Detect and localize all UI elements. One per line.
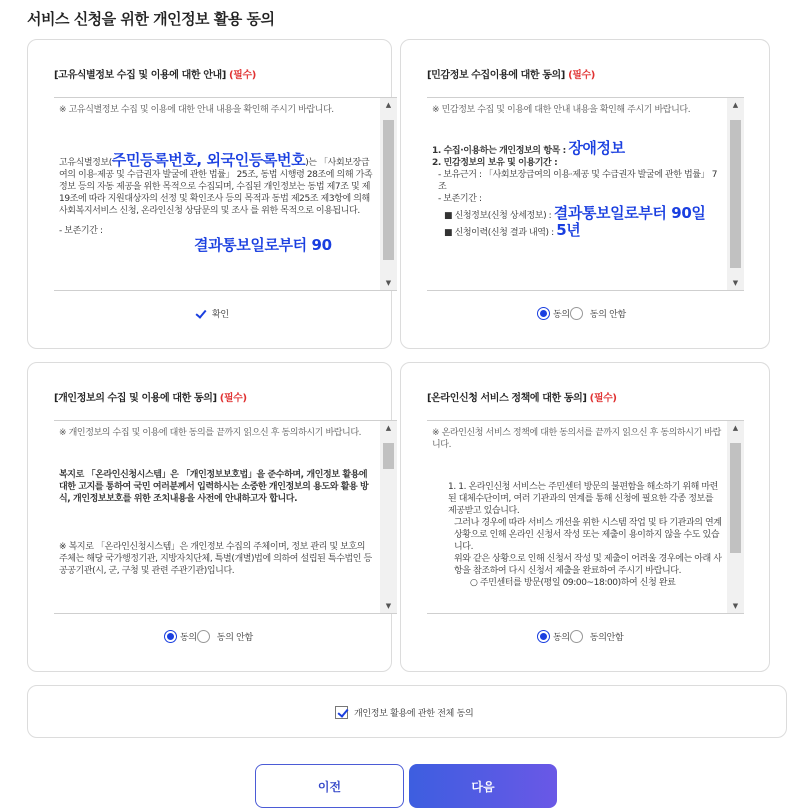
online-radio-group bbox=[537, 630, 623, 643]
online-content bbox=[432, 427, 722, 613]
notice-text: ※ 민감정보 수집 및 이용에 대한 안내 내용을 확인해 주시기 바랍니다. bbox=[432, 105, 691, 115]
unique-id-title-text: [고유식별정보 수집 및 이용에 대한 안내] bbox=[54, 70, 226, 81]
online-bullet: ○ 주민센터를 방문(평일 09:00~18:00)하여 신청 완료 bbox=[470, 578, 676, 588]
scrollbar-thumb[interactable] bbox=[383, 120, 394, 260]
prev-button[interactable]: 이전 bbox=[255, 764, 404, 808]
sensitive-title bbox=[427, 66, 595, 81]
scroll-down-icon[interactable]: ▼ bbox=[385, 279, 392, 287]
online-item: 1. 1. 온라인신청 서비스는 주민센터 방문의 불편함을 해소하기 위해 마련된 대체수단이며, 여러 기관과의 연계를 통해 신청에 필요한 각종 정보를 제공받고 있습니다. 그러나 경우에 따라 서비스 개선을 위한 시스템 작업 및 타 기관과의 연계 상황으로 인해 온라인 신청서 작성 또는 제출이 용이하지 않을 수도 있습니다. 위와 같은 상황으로 인해 신청서 작성 및 제출이 어려울 경우에는 아래 사항을 참조하여 다시 신청서 제출을 완료하여 주시기 바랍니다. ○ 주민센터를 방문(평일 09:00~18:00)하여 신청 완료 bbox=[448, 482, 722, 588]
scroll-up-icon[interactable]: ▲ bbox=[732, 424, 739, 432]
scrollbar[interactable] bbox=[380, 421, 397, 613]
scrollbar-thumb[interactable] bbox=[730, 120, 741, 268]
online-title bbox=[427, 389, 617, 404]
check-icon bbox=[195, 308, 207, 320]
next-button[interactable]: 다음 bbox=[409, 764, 557, 808]
sensitive-title-text: [민감정보 수집이용에 대한 동의] bbox=[427, 70, 565, 81]
agree-radio[interactable] bbox=[164, 630, 177, 643]
notice-text: ※ 개인정보의 수집 및 이용에 대한 동의를 끝까지 읽으신 후 동의하시기 바랍니다. bbox=[59, 428, 362, 438]
agree-label: 동의 bbox=[553, 310, 570, 320]
required-badge: (필수) bbox=[219, 393, 247, 404]
basis-line: - 보유근거 : 「사회보장급여의 이용·제공 및 수급권자 발굴에 관한 법률」 7조 bbox=[438, 170, 718, 192]
unique-id-card bbox=[27, 39, 392, 349]
required-badge: (필수) bbox=[589, 393, 617, 404]
unique-id-content bbox=[59, 104, 375, 290]
all-agree-label: 개인정보 활용에 관한 전체 동의 bbox=[354, 709, 474, 719]
online-title-text: [온라인신청 서비스 정책에 대한 동의] bbox=[427, 393, 587, 404]
sensitive-card bbox=[400, 39, 770, 349]
all-agree-box bbox=[27, 685, 787, 738]
disagree-radio[interactable] bbox=[197, 630, 210, 643]
required-badge: (필수) bbox=[229, 70, 256, 81]
personal-para2: ※ 복지로 「온라인신청시스템」은 개인정보 수집의 주체이며, 정보 관리 및 보호의 주체는 해당 국가행정기관, 지방자치단체, 특별(개별)법에 의하여 설립된 특수법인 등 공공기관(시, 군, 구청 및 관련 주관기관)입니다. bbox=[59, 542, 372, 576]
item2-line: 2. 민감정보의 보유 및 이용기간 : bbox=[432, 158, 558, 168]
required-badge: (필수) bbox=[568, 70, 595, 81]
scroll-down-icon[interactable]: ▼ bbox=[732, 602, 739, 610]
unique-id-body: 고유식별정보(주민등록번호, 외국인등록번호)는 「사회보장급여의 이용·제공 및 수급권자 발굴에 관한 법률」 25조, 동법 시행령 28조에 의해 가족정보 등의 자동 제공을 위한 목적으로 수집되며, 수집된 개인정보는 동법 제7조 및 제19조에 따라 지원대상자의 선정 및 확인조사 등의 목적과 동법 제25조 제3항에 의해 사회복지서비스 신청, 온라인신청 상담문의 및 조사 를 위한 목적으로 이용됩니다. bbox=[59, 151, 373, 216]
unique-id-title bbox=[54, 66, 256, 81]
sub2-line: ■ 신청이력(신청 결과 내역) : 5년 bbox=[444, 221, 581, 239]
notice-text: ※ 온라인신청 서비스 정책에 대한 동의서를 끝까지 읽으신 후 동의하시기 바랍니다. bbox=[432, 428, 721, 450]
disagree-label: 동의 안함 bbox=[216, 633, 253, 643]
scroll-down-icon[interactable]: ▼ bbox=[732, 279, 739, 287]
item1-line: 1. 수집·이용하는 개인정보의 항목 : 장애정보 bbox=[432, 139, 625, 157]
sensitive-content bbox=[432, 104, 722, 290]
disagree-label: 동의 안함 bbox=[589, 310, 626, 320]
unique-id-scroll-box[interactable] bbox=[54, 97, 397, 291]
online-scroll-box[interactable] bbox=[427, 420, 744, 614]
scrollbar[interactable] bbox=[727, 98, 744, 290]
page-title: 서비스 신청을 위한 개인정보 활용 동의 bbox=[27, 10, 275, 28]
notice-text: ※ 고유식별정보 수집 및 이용에 대한 안내 내용을 확인해 주시기 바랍니다. bbox=[59, 105, 334, 115]
disagree-radio[interactable] bbox=[570, 630, 583, 643]
scrollbar-thumb[interactable] bbox=[730, 443, 741, 553]
online-card bbox=[400, 362, 770, 672]
confirm-label: 확인 bbox=[212, 310, 229, 320]
personal-card bbox=[27, 362, 392, 672]
disagree-label: 동의안함 bbox=[589, 633, 624, 643]
sensitive-radio-group bbox=[537, 307, 626, 320]
personal-radio-group bbox=[164, 630, 253, 643]
scrollbar[interactable] bbox=[380, 98, 397, 290]
personal-content bbox=[59, 427, 375, 613]
disagree-radio[interactable] bbox=[570, 307, 583, 320]
personal-scroll-box[interactable] bbox=[54, 420, 397, 614]
agree-radio[interactable] bbox=[537, 307, 550, 320]
item1-value: 장애정보 bbox=[568, 139, 625, 157]
period-line: - 보존기간 : bbox=[438, 194, 482, 204]
agree-label: 동의 bbox=[180, 633, 197, 643]
period-line: - 보존기간 : bbox=[59, 226, 103, 236]
personal-para1: 복지로 「온라인신청시스템」은 「개인정보보호법」을 준수하며, 개인정보 활용에 대한 고지를 통하여 국민 여러분께서 입력하시는 소중한 개인정보의 용도와 활용 방식, 개인정보보호를 위한 조치내용을 사전에 안내하고자 합니다. bbox=[59, 470, 369, 504]
all-agree-check[interactable] bbox=[335, 706, 473, 719]
scroll-down-icon[interactable]: ▼ bbox=[385, 602, 392, 610]
scroll-up-icon[interactable]: ▲ bbox=[385, 424, 392, 432]
sub1-line: ■ 신청정보(신청 상세정보) : 결과통보일로부터 90일 bbox=[444, 204, 706, 222]
scrollbar-thumb[interactable] bbox=[383, 443, 394, 469]
agree-label: 동의 bbox=[553, 633, 570, 643]
agree-radio[interactable] bbox=[537, 630, 550, 643]
all-agree-checkbox-icon[interactable] bbox=[335, 706, 348, 719]
confirm-check[interactable] bbox=[195, 307, 229, 320]
period-value: 결과통보일로부터 90 bbox=[194, 236, 332, 254]
personal-title-text: [개인정보의 수집 및 이용에 대한 동의] bbox=[54, 393, 217, 404]
scrollbar[interactable] bbox=[727, 421, 744, 613]
scroll-up-icon[interactable]: ▲ bbox=[385, 101, 392, 109]
personal-title bbox=[54, 389, 247, 404]
scroll-up-icon[interactable]: ▲ bbox=[732, 101, 739, 109]
sensitive-scroll-box[interactable] bbox=[427, 97, 744, 291]
